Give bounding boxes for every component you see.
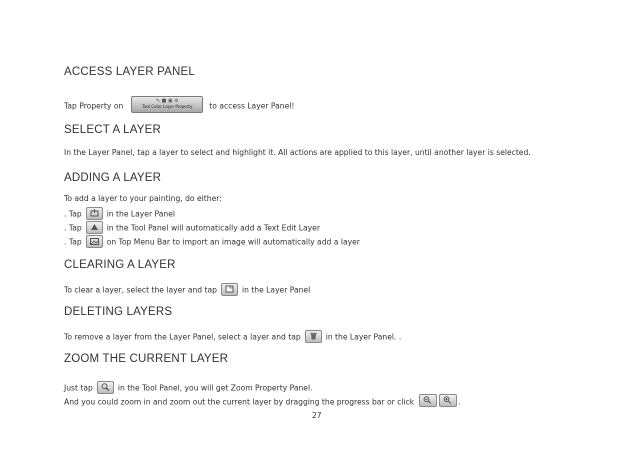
zoom-line-1 xyxy=(64,382,313,395)
clearing-text-post: in the Layer Panel xyxy=(241,285,311,295)
adding-line3-pre: . Tap xyxy=(64,223,82,233)
zoom-text2-post: . xyxy=(458,397,461,407)
trash-icon xyxy=(305,330,322,343)
adding-line2-pre: . Tap xyxy=(64,209,82,219)
heading-deleting-layers: DELETING LAYERS xyxy=(64,306,173,318)
property-toolbar-image xyxy=(131,96,203,113)
adding-line-top-menu xyxy=(64,236,360,249)
zoom-buttons xyxy=(418,395,461,408)
adding-line2-post: in the Layer Panel xyxy=(106,209,175,219)
heading-access-layer-panel: ACCESS LAYER PANEL xyxy=(64,66,195,78)
deleting-text-pre: To remove a layer from the Layer Panel, select a layer and tap xyxy=(64,332,301,342)
toolbar-labels: Tool Color Layer Property xyxy=(142,104,193,109)
heading-adding-a-layer: ADDING A LAYER xyxy=(64,172,162,184)
access-text-pre: Tap Property on xyxy=(64,101,124,111)
text-layer-icon xyxy=(86,221,103,234)
deleting-text-post: in the Layer Panel. . xyxy=(325,332,402,342)
adding-line4-pre: . Tap xyxy=(64,237,82,247)
adding-intro: To add a layer to your painting, do either: xyxy=(64,194,222,203)
access-line xyxy=(64,98,294,115)
zoom-out-icon xyxy=(419,394,437,407)
zoom-text1-pre: Just tap xyxy=(64,383,93,393)
zoom-line-2 xyxy=(64,396,461,409)
clearing-line xyxy=(64,284,310,297)
zoom-text1-post: in the Tool Panel, you will get Zoom Property Panel. xyxy=(117,383,313,393)
select-line: In the Layer Panel, tap a layer to select and highlight it. All actions are applied to this layer, until another layer is selected. xyxy=(64,148,531,157)
toolbar-icons: ✎ ■ ▣ ⚙ xyxy=(155,98,179,104)
import-image-icon xyxy=(86,235,103,248)
adding-line-layer-panel xyxy=(64,208,175,221)
clear-layer-icon xyxy=(221,283,238,296)
access-text-post: to access Layer Panel! xyxy=(209,101,295,111)
adding-line3-post: in the Tool Panel will automatically add a Text Edit Layer xyxy=(106,223,320,233)
adding-line4-post: on Top Menu Bar to import an image will automatically add a layer xyxy=(106,237,360,247)
clearing-text-pre: To clear a layer, select the layer and tap xyxy=(64,285,217,295)
deleting-line xyxy=(64,331,401,344)
heading-zoom-the-current-layer: ZOOM THE CURRENT LAYER xyxy=(64,353,229,365)
zoom-icon xyxy=(97,381,114,394)
adding-line-tool-panel xyxy=(64,222,320,235)
add-layer-icon xyxy=(86,207,103,220)
zoom-in-icon xyxy=(439,394,457,407)
heading-select-a-layer: SELECT A LAYER xyxy=(64,124,161,136)
page-number: 27 xyxy=(312,411,322,420)
heading-clearing-a-layer: CLEARING A LAYER xyxy=(64,259,176,271)
zoom-text2-pre: And you could zoom in and zoom out the current layer by dragging the progress bar or click xyxy=(64,397,415,407)
